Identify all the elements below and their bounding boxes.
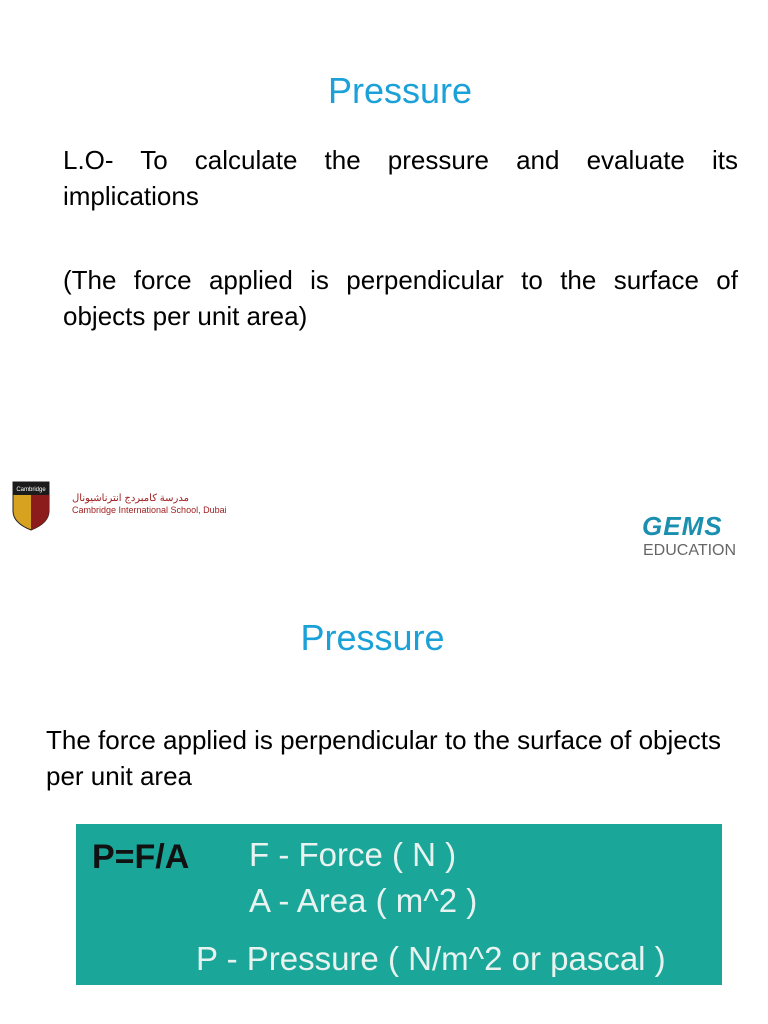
school-english-name: Cambridge International School, Dubai (72, 505, 227, 515)
pressure-formula: P=F/A (92, 838, 190, 876)
area-definition: A - Area ( m^2 ) (249, 882, 478, 919)
school-shield-icon (12, 481, 50, 531)
pressure-unit-definition: P - Pressure ( N/m^2 or pascal ) (196, 940, 666, 977)
slide-1-title: Pressure (327, 70, 473, 111)
gems-education-logo (642, 512, 752, 562)
school-arabic-name: مدرسة كامبردج انترناشيونال (72, 493, 189, 504)
gems-logo-letters: GEMS (642, 511, 723, 541)
school-logo (12, 481, 227, 533)
force-definition: F - Force ( N ) (249, 836, 457, 873)
formula-box (76, 824, 722, 985)
gems-logo-subtitle: EDUCATION (643, 542, 737, 559)
slide-2-title: Pressure (300, 617, 445, 658)
shield-label: Cambridge (16, 487, 46, 493)
pressure-definition-text: The force applied is perpendicular to the surface of objects per unit area (46, 725, 721, 791)
slide-2 (0, 576, 768, 1024)
learning-objective-text: L.O- To calculate the pressure and evaluate its implications (63, 145, 738, 211)
pressure-definition-text: (The force applied is perpendicular to the surface of objects per unit area) (63, 265, 738, 331)
